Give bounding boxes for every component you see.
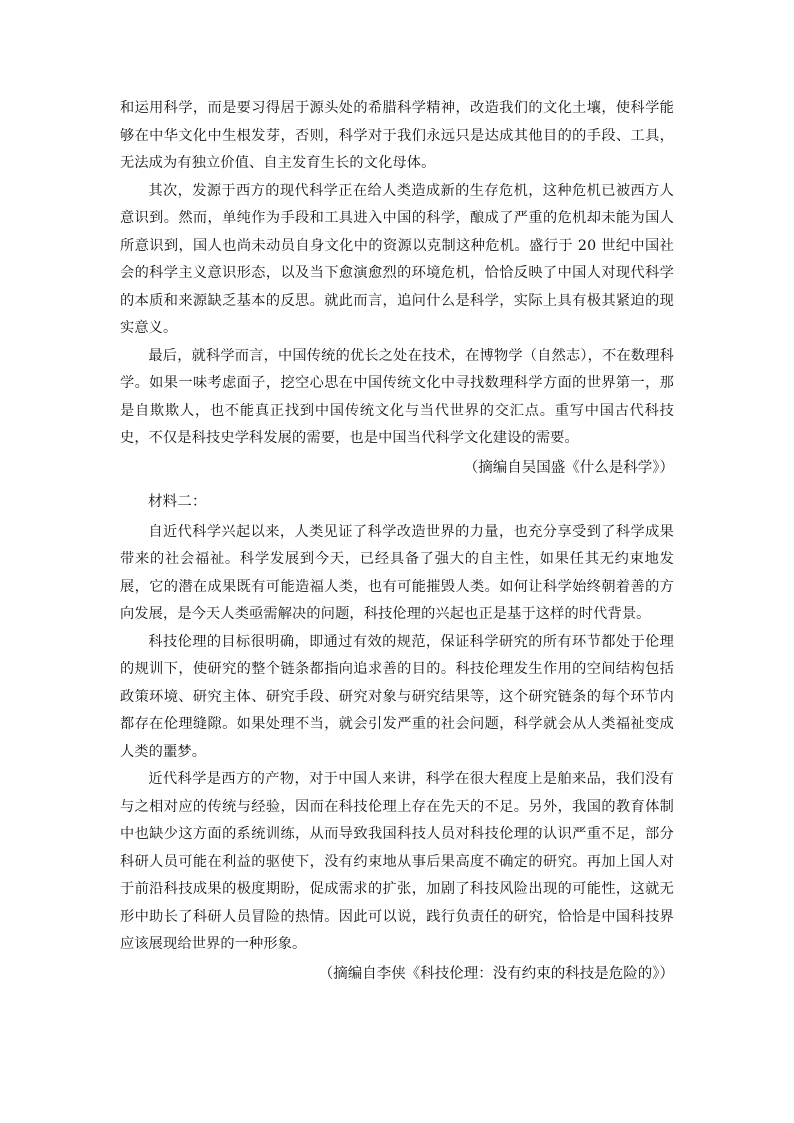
- paragraph-6: 近代科学是西方的产物，对于中国人来讲，科学在很大程度上是舶来品，我们没有与之相对应的传统与经验，因而在科技伦理上存在先天的不足。另外，我国的教育体制中也缺少这方面的系统训练，从而导致我国科技人员对科技伦理的认识严重不足，部分科研人员可能在利益的驱使下，没有约束地从事后果高度不确定的研究。再加上国人对于前沿科技成果的极度期盼，促成需求的扩张，加剧了科技风险出现的可能性，这就无形中助长了科研人员冒险的热情。因此可以说，践行负责任的研究，恰恰是中国科技界应该展现给世界的一种形象。: [120, 771, 674, 952]
- source-citation-1: （摘编自吴国盛《什么是科学》）: [463, 459, 674, 476]
- paragraph-2: 其次，发源于西方的现代科学正在给人类造成新的生存危机，这种危机已被西方人意识到。然而，单纯作为手段和工具进入中国的科学，酿成了严重的危机却未能为国人所意识到，国人也尚未动员自身文化中的资源以克制这种危机。盛行于 20 世纪中国社会的科学主义意识形态，以及当下愈演愈烈的环境危机，恰恰反映了中国人对现代科学的本质和来源缺乏基本的反思。就此而言，追问什么是科学，实际上具有极其紧迫的现实意义。: [120, 182, 674, 336]
- paragraph-5: 科技伦理的目标很明确，即通过有效的规范，保证科学研究的所有环节都处于伦理的规训下，使研究的整个链条都指向追求善的目的。科技伦理发生作用的空间结构包括政策环境、研究主体、研究手段、研究对象与研究结果等，这个研究链条的每个环节内都存在伦理缝隙。如果处理不当，就会引发严重的社会问题，科学就会从人类福祉变成人类的噩梦。: [120, 633, 674, 760]
- source-citation-2: （摘编自李侠《科技伦理：没有约束的科技是危险的》）: [318, 965, 674, 982]
- paragraph-4: 自近代科学兴起以来，人类见证了科学改造世界的力量，也充分享受到了科学成果带来的社会福祉。科学发展到今天，已经具备了强大的自主性，如果任其无约束地发展，它的潜在成果既有可能造福人类，也有可能摧毁人类。如何让科学始终朝着善的方向发展，是今天人类亟需解决的问题，科技伦理的兴起也正是基于这样的时代背景。: [120, 523, 674, 622]
- material-two-heading: 材料二：: [148, 493, 207, 510]
- paragraph-3: 最后，就科学而言，中国传统的优长之处在技术，在博物学（自然志），不在数理科学。如果一味考虑面子，挖空心思在中国传统文化中寻找数理科学方面的世界第一，那是自欺欺人，也不能真正找到中国传统文化与当代世界的交汇点。重写中国古代科技史，不仅是科技史学科发展的需要，也是中国当代科学文化建设的需要。: [120, 347, 674, 446]
- paragraph-1: 和运用科学，而是要习得居于源头处的希腊科学精神，改造我们的文化土壤，使科学能够在中华文化中生根发芽，否则，科学对于我们永远只是达成其他目的的手段、工具，无法成为有独立价值、自主发育生长的文化母体。: [120, 100, 674, 171]
- article-body: [120, 95, 674, 988]
